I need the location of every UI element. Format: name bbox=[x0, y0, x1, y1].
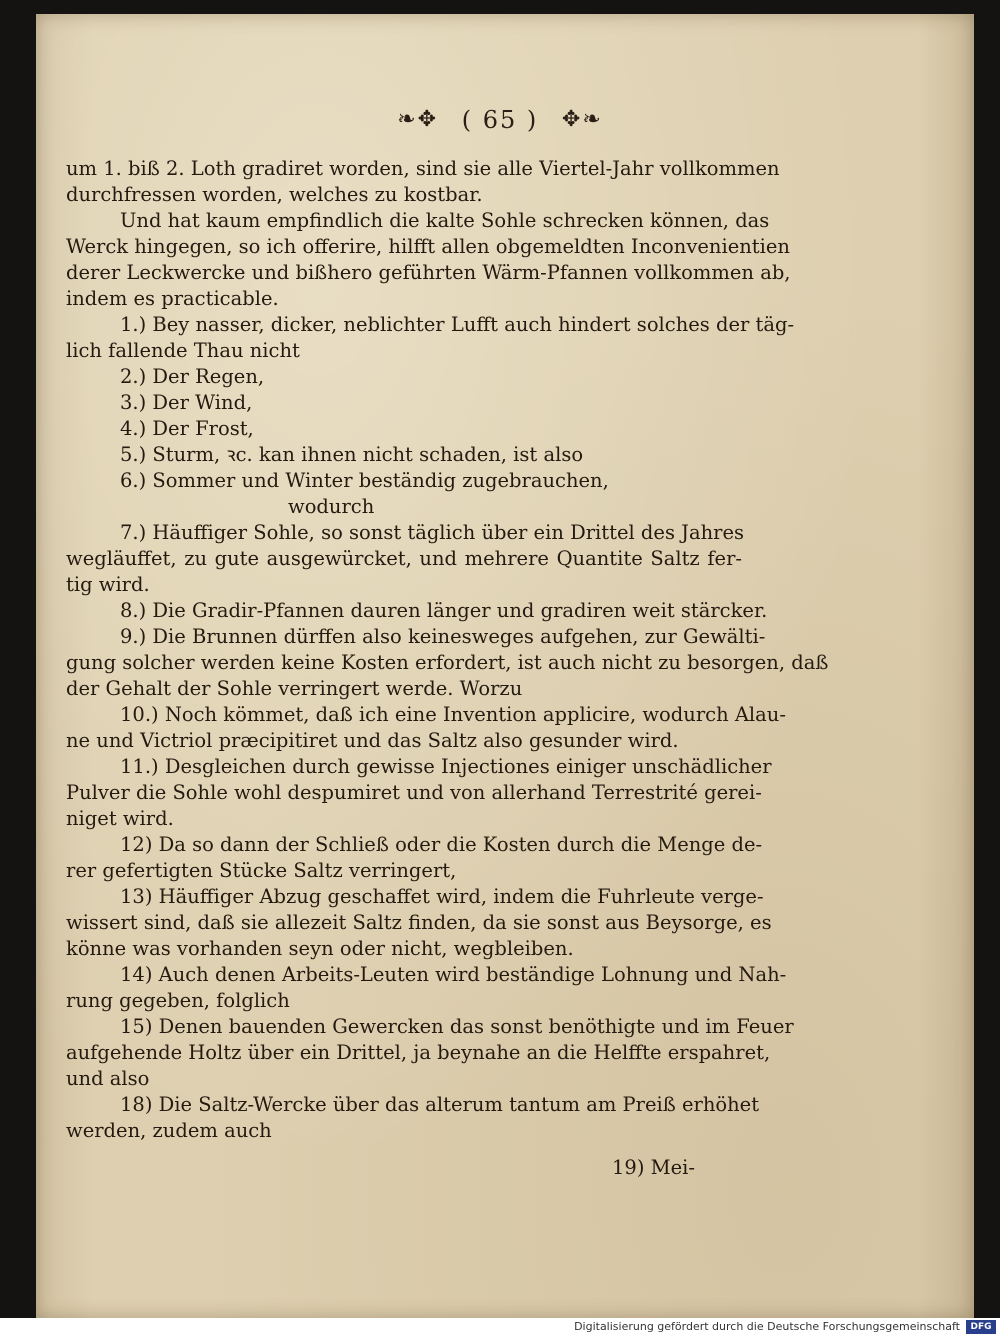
text-line: aufgehende Holtz über ein Drittel, ja beynahe an die Helffte erspahret, bbox=[66, 1041, 771, 1064]
text-line: 11.) Desgleichen durch gewisse Injectiones einiger unschädlicher bbox=[120, 755, 772, 778]
dfg-logo-icon: DFG bbox=[966, 1320, 996, 1334]
text-line: 14) Auch denen Arbeits-Leuten wird beständige Lohnung und Nah- bbox=[120, 963, 787, 986]
text-line: der Gehalt der Sohle verringert werde. Worzu bbox=[66, 677, 523, 700]
text-line: 3.) Der Wind, bbox=[120, 391, 253, 414]
text-line: 2.) Der Regen, bbox=[120, 365, 265, 388]
text-line: rer gefertigten Stücke Saltz verringert, bbox=[66, 859, 457, 882]
text-line: gung solcher werden keine Kosten erfordert, ist auch nicht zu besorgen, daß bbox=[66, 651, 829, 674]
text-line: wegläuffet, zu gute ausgewürcket, und mehrere Quantite Saltz fer- bbox=[66, 547, 742, 570]
text-line: 7.) Häuffiger Sohle, so sonst täglich über ein Drittel des Jahres bbox=[120, 521, 745, 544]
page-number: ( 65 ) bbox=[461, 105, 539, 134]
text-line: derer Leckwercke und bißhero geführten Wärm-Pfannen vollkommen ab, bbox=[66, 261, 791, 284]
text-line: indem es practicable. bbox=[66, 287, 279, 310]
left-ornament-icon: ❧✥ bbox=[397, 107, 439, 132]
text-line: ne und Victriol præcipitiret und das Saltz also gesunder wird. bbox=[66, 729, 679, 752]
text-line: werden, zudem auch bbox=[66, 1119, 272, 1142]
text-line: 8.) Die Gradir-Pfannen dauren länger und gradiren weit stärcker. bbox=[120, 599, 768, 622]
text-line: 15) Denen bauenden Gewercken das sonst benöthigte und im Feuer bbox=[120, 1015, 794, 1038]
text-line: 5.) Sturm, ꝛc. kan ihnen nicht schaden, ist also bbox=[120, 443, 584, 466]
text-line: rung gegeben, folglich bbox=[66, 989, 290, 1012]
text-line: wissert sind, daß sie allezeit Saltz finden, da sie sonst aus Beysorge, es bbox=[66, 911, 772, 934]
text-line: niget wird. bbox=[66, 807, 174, 830]
text-line: 12) Da so dann der Schließ oder die Kosten durch die Menge de- bbox=[120, 833, 763, 856]
text-line: durchfressen worden, welches zu kostbar. bbox=[66, 183, 483, 206]
text-line: 10.) Noch kömmet, daß ich eine Invention applicire, wodurch Alau- bbox=[120, 703, 786, 726]
footer-bar bbox=[0, 1318, 1000, 1337]
text-line: 18) Die Saltz-Wercke über das alterum tantum am Preiß erhöhet bbox=[120, 1093, 760, 1116]
text-line: Und hat kaum empfindlich die kalte Sohle schrecken können, das bbox=[120, 209, 770, 232]
text-line: 4.) Der Frost, bbox=[120, 417, 254, 440]
text-line: 6.) Sommer und Winter beständig zugebrauchen, bbox=[120, 469, 609, 492]
text-line: 1.) Bey nasser, dicker, neblichter Lufft auch hindert solches der täg- bbox=[120, 313, 795, 336]
right-ornament-icon: ✥❧ bbox=[561, 107, 603, 132]
text-line: Pulver die Sohle wohl despumiret und von allerhand Terrestrité gerei- bbox=[66, 781, 762, 804]
text-line: und also bbox=[66, 1067, 150, 1090]
text-line: 13) Häuffiger Abzug geschaffet wird, indem die Fuhrleute verge- bbox=[120, 885, 764, 908]
page-text bbox=[66, 156, 829, 1144]
text-line: Werck hingegen, so ich offerire, hilfft allen obgemeldten Inconvenientien bbox=[66, 235, 790, 258]
text-line: tig wird. bbox=[66, 573, 150, 596]
catchword: 19) Mei- bbox=[612, 1156, 695, 1179]
text-line: um 1. biß 2. Loth gradiret worden, sind sie alle Viertel-Jahr vollkommen bbox=[66, 157, 780, 180]
page-header bbox=[0, 104, 1000, 134]
funding-credit: Digitalisierung gefördert durch die Deutsche Forschungsgemeinschaft bbox=[574, 1320, 960, 1333]
text-line: wodurch bbox=[288, 495, 375, 518]
text-line: könne was vorhanden seyn oder nicht, wegbleiben. bbox=[66, 937, 574, 960]
text-line: lich fallende Thau nicht bbox=[66, 339, 300, 362]
text-line: 9.) Die Brunnen dürffen also keinesweges aufgehen, zur Gewälti- bbox=[120, 625, 766, 648]
